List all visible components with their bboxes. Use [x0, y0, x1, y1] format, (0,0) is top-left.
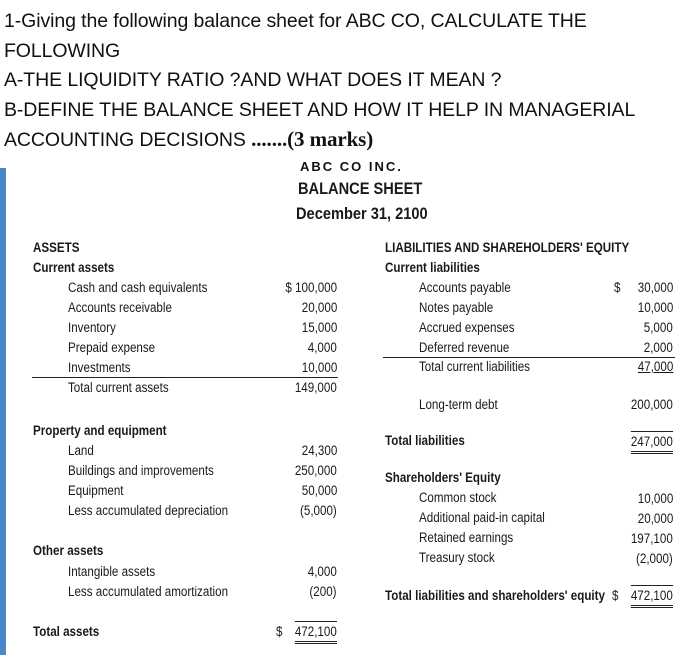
- equity-value-apic: 20,000: [637, 511, 673, 526]
- total-current-liabilities-value: 47,000: [637, 359, 673, 374]
- cutoff-header: ABC CO INC.: [300, 159, 403, 174]
- other-label-amortization: Less accumulated amortization: [68, 584, 229, 599]
- liab-label-accrued: Accrued expenses: [419, 320, 515, 335]
- asset-label-receivable: Accounts receivable: [68, 300, 172, 315]
- ppe-value-equipment: 50,000: [301, 483, 337, 498]
- current-assets-rule: [32, 377, 338, 378]
- total-assets-value: 472,100: [295, 621, 337, 644]
- question-line-4: B-DEFINE THE BALANCE SHEET AND HOW IT HELP IN MANAGERIAL: [4, 98, 636, 121]
- equity-heading: Shareholders' Equity: [385, 470, 501, 485]
- equity-value-treasury: (2,000): [636, 551, 673, 566]
- question-line-2: FOLLOWING: [4, 39, 121, 62]
- ppe-label-buildings: Buildings and improvements: [68, 463, 214, 478]
- asset-value-receivable: 20,000: [301, 300, 337, 315]
- liabilities-heading: LIABILITIES AND SHAREHOLDERS' EQUITY: [385, 240, 630, 255]
- liab-value-payable: 30,000: [637, 280, 673, 295]
- equity-value-common: 10,000: [637, 491, 673, 506]
- current-liabilities-heading: Current liabilities: [385, 260, 480, 275]
- total-current-assets-value: 149,000: [295, 380, 337, 395]
- sheet-date: December 31, 2100: [296, 204, 428, 223]
- total-current-assets-label: Total current assets: [68, 380, 169, 395]
- total-liab-equity-label: Total liabilities and shareholders' equity: [385, 588, 605, 603]
- liab-value-notes: 10,000: [637, 300, 673, 315]
- ppe-value-buildings: 250,000: [295, 463, 337, 478]
- question-line-1: 1-Giving the following balance sheet for ABC CO, CALCULATE THE: [4, 10, 587, 32]
- equity-label-retained: Retained earnings: [419, 530, 514, 545]
- asset-label-cash: Cash and cash equivalents: [68, 280, 208, 295]
- equity-label-apic: Additional paid-in capital: [419, 510, 545, 525]
- left-edge-bar: [0, 168, 6, 655]
- long-term-debt-label: Long-term debt: [419, 397, 498, 412]
- question-text: [4, 7, 635, 156]
- question-line-3: A-THE LIQUIDITY RATIO ?AND WHAT DOES IT MEAN ?: [4, 69, 502, 91]
- ppe-label-depreciation: Less accumulated depreciation: [68, 503, 229, 518]
- ppe-heading: Property and equipment: [33, 423, 167, 438]
- assets-heading: ASSETS: [33, 240, 80, 255]
- other-label-intangible: Intangible assets: [68, 564, 156, 579]
- asset-label-prepaid: Prepaid expense: [68, 340, 156, 355]
- other-assets-heading: Other assets: [33, 543, 104, 558]
- equity-value-retained: 197,100: [631, 531, 673, 546]
- other-value-intangible: 4,000: [307, 564, 337, 579]
- other-value-amortization: (200): [309, 584, 337, 599]
- ppe-label-land: Land: [68, 443, 94, 458]
- total-liab-equity-value: 472,100: [631, 585, 673, 608]
- current-assets-heading: Current assets: [33, 260, 115, 275]
- asset-value-prepaid: 4,000: [307, 340, 337, 355]
- total-liabilities-label: Total liabilities: [385, 433, 465, 448]
- liab-value-accrued: 5,000: [643, 320, 673, 335]
- liab-label-deferred: Deferred revenue: [419, 340, 510, 355]
- total-assets-currency: $: [276, 624, 283, 639]
- liab-label-payable: Accounts payable: [419, 280, 511, 295]
- total-assets-label: Total assets: [33, 624, 100, 639]
- asset-value-investments: 10,000: [301, 360, 337, 375]
- liab-label-notes: Notes payable: [419, 300, 494, 315]
- liab-value-deferred: 2,000: [643, 340, 673, 355]
- asset-value-inventory: 15,000: [301, 320, 337, 335]
- ppe-value-land: 24,300: [301, 443, 337, 458]
- sheet-title: BALANCE SHEET: [298, 179, 423, 198]
- asset-label-investments: Investments: [68, 360, 131, 375]
- asset-label-inventory: Inventory: [68, 320, 116, 335]
- question-line-5: [4, 125, 635, 156]
- equity-label-treasury: Treasury stock: [419, 550, 495, 565]
- asset-value-cash: $ 100,000: [285, 280, 337, 295]
- liab-currency-payable: $: [614, 280, 621, 295]
- equity-label-common: Common stock: [419, 490, 497, 505]
- question-line-5-text: ACCOUNTING DECISIONS: [4, 129, 252, 151]
- total-current-liabilities-label: Total current liabilities: [419, 359, 530, 374]
- total-liab-equity-currency: $: [612, 588, 619, 603]
- ppe-value-depreciation: (5,000): [300, 503, 337, 518]
- marks-label: .......(3 marks): [251, 127, 374, 151]
- current-liabilities-rule: [383, 357, 675, 358]
- balance-sheet: [0, 159, 700, 655]
- ppe-label-equipment: Equipment: [68, 483, 124, 498]
- total-liabilities-value: 247,000: [631, 431, 673, 454]
- long-term-debt-value: 200,000: [631, 397, 673, 412]
